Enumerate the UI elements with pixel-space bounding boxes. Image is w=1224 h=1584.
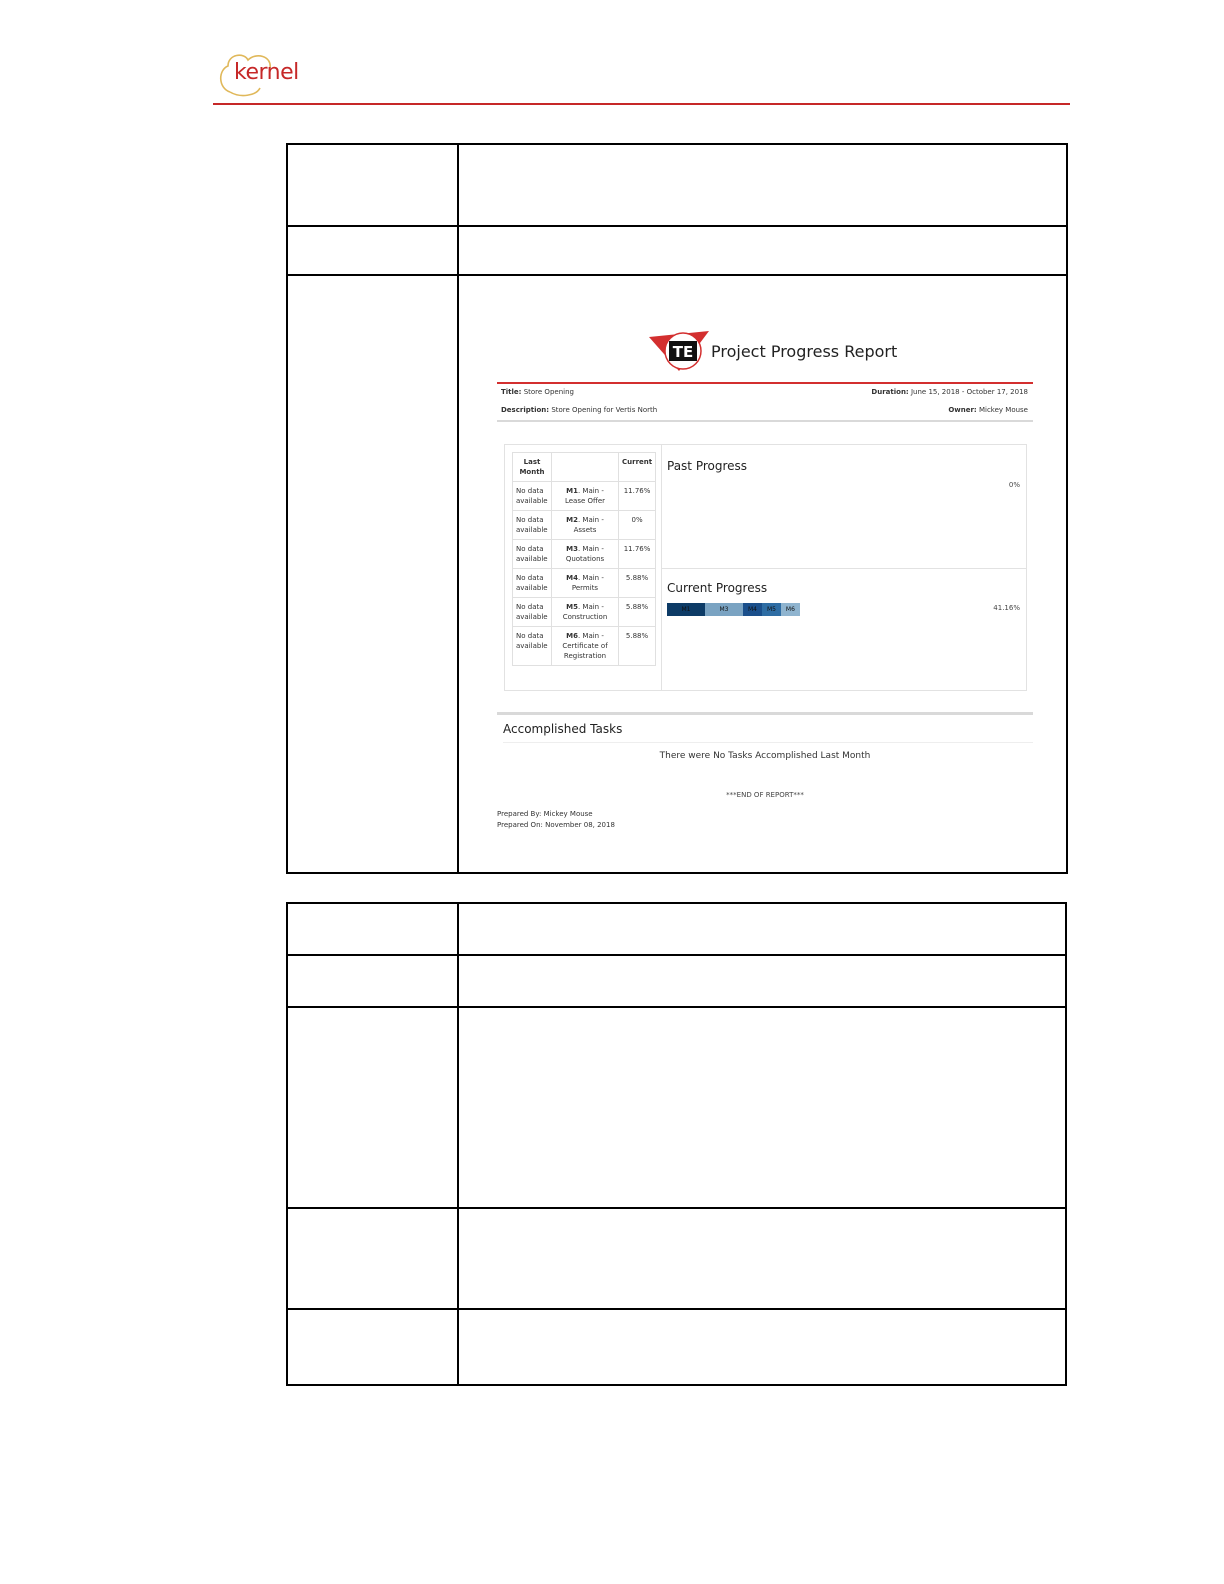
table2-row1-label-cell — [287, 903, 458, 955]
header-milestone — [552, 453, 619, 482]
progress-segment-m5: M5 — [762, 603, 781, 616]
current-progress-total: 41.16% — [993, 604, 1020, 612]
table-row — [513, 598, 656, 627]
accomplished-message: There were No Tasks Accomplished Last Month — [659, 751, 871, 761]
header-divider — [213, 103, 1070, 105]
table-row — [513, 569, 656, 598]
table1-row3-label-cell — [287, 275, 458, 873]
row-last-month: No data available — [513, 569, 552, 598]
brand-name: kernel — [234, 60, 299, 85]
row-last-month: No data available — [513, 540, 552, 569]
row-milestone: M6. Main - Certificate of Registration — [552, 627, 619, 666]
header-current: Current — [619, 453, 656, 482]
row-milestone: M3. Main - Quotations — [552, 540, 619, 569]
row-milestone: M1. Main - Lease Offer — [552, 482, 619, 511]
past-progress-heading: Past Progress — [667, 459, 748, 473]
table1-row1-value-cell — [458, 144, 1067, 226]
accomplished-thin-rule — [503, 742, 1033, 743]
table2-row2-label-cell — [287, 955, 458, 1007]
te-logo-icon — [647, 329, 711, 375]
table1-row2-label-cell — [287, 226, 458, 275]
table-row — [513, 627, 656, 666]
row-current: 5.88% — [619, 627, 656, 666]
table1-report-cell — [458, 275, 1067, 873]
table2-row4-value-cell — [458, 1208, 1066, 1309]
row-current: 5.88% — [619, 569, 656, 598]
meta-owner: Owner: Mickey Mouse — [948, 406, 1028, 414]
table1-row1-label-cell — [287, 144, 458, 226]
form-table-top — [286, 143, 1068, 874]
header-last-month: Last Month — [513, 453, 552, 482]
table1-row2-value-cell — [458, 226, 1067, 275]
progress-segment-m3: M3 — [705, 603, 743, 616]
report-title-rule — [497, 382, 1033, 384]
table2-row1-value-cell — [458, 903, 1066, 955]
te-logo-text: TE — [672, 343, 694, 361]
milestone-table-header — [513, 453, 656, 482]
table2-row5-value-cell — [458, 1309, 1066, 1385]
row-current: 0% — [619, 511, 656, 540]
current-progress-bar — [667, 603, 800, 616]
report-title: Project Progress Report — [711, 342, 898, 361]
panel-horizontal-divider — [662, 568, 1027, 569]
row-last-month: No data available — [513, 511, 552, 540]
row-current: 11.76% — [619, 482, 656, 511]
row-milestone: M2. Main -Assets — [552, 511, 619, 540]
table-row — [513, 511, 656, 540]
progress-report-image — [459, 276, 1066, 871]
current-progress-heading: Current Progress — [667, 581, 768, 595]
row-current: 11.76% — [619, 540, 656, 569]
progress-segment-m1: M1 — [667, 603, 705, 616]
table2-row4-label-cell — [287, 1208, 458, 1309]
prepared-by: Prepared By: Mickey Mouse — [497, 810, 593, 818]
row-last-month: No data available — [513, 627, 552, 666]
row-last-month: No data available — [513, 482, 552, 511]
row-last-month: No data available — [513, 598, 552, 627]
meta-rule — [497, 420, 1033, 422]
accomplished-heading: Accomplished Tasks — [503, 722, 623, 736]
meta-title: Title: Store Opening — [501, 388, 574, 396]
prepared-on: Prepared On: November 08, 2018 — [497, 821, 615, 829]
table-row — [513, 540, 656, 569]
table2-row3-value-cell — [458, 1007, 1066, 1208]
end-of-report: ***END OF REPORT*** — [726, 791, 804, 799]
progress-segment-m4: M4 — [743, 603, 762, 616]
meta-description: Description: Store Opening for Vertis North — [501, 406, 658, 414]
past-progress-total: 0% — [1008, 481, 1020, 489]
meta-duration: Duration: June 15, 2018 - October 17, 2018 — [871, 388, 1028, 396]
table2-row5-label-cell — [287, 1309, 458, 1385]
accomplished-rule — [497, 712, 1033, 715]
row-milestone: M5. Main - Construction — [552, 598, 619, 627]
form-table-bottom — [286, 902, 1067, 1386]
row-milestone: M4. Main - Permits — [552, 569, 619, 598]
progress-panel — [504, 444, 1027, 691]
progress-segment-m6: M6 — [781, 603, 800, 616]
row-current: 5.88% — [619, 598, 656, 627]
table2-row2-value-cell — [458, 955, 1066, 1007]
table-row — [513, 482, 656, 511]
milestone-table — [512, 452, 656, 666]
table2-row3-label-cell — [287, 1007, 458, 1208]
